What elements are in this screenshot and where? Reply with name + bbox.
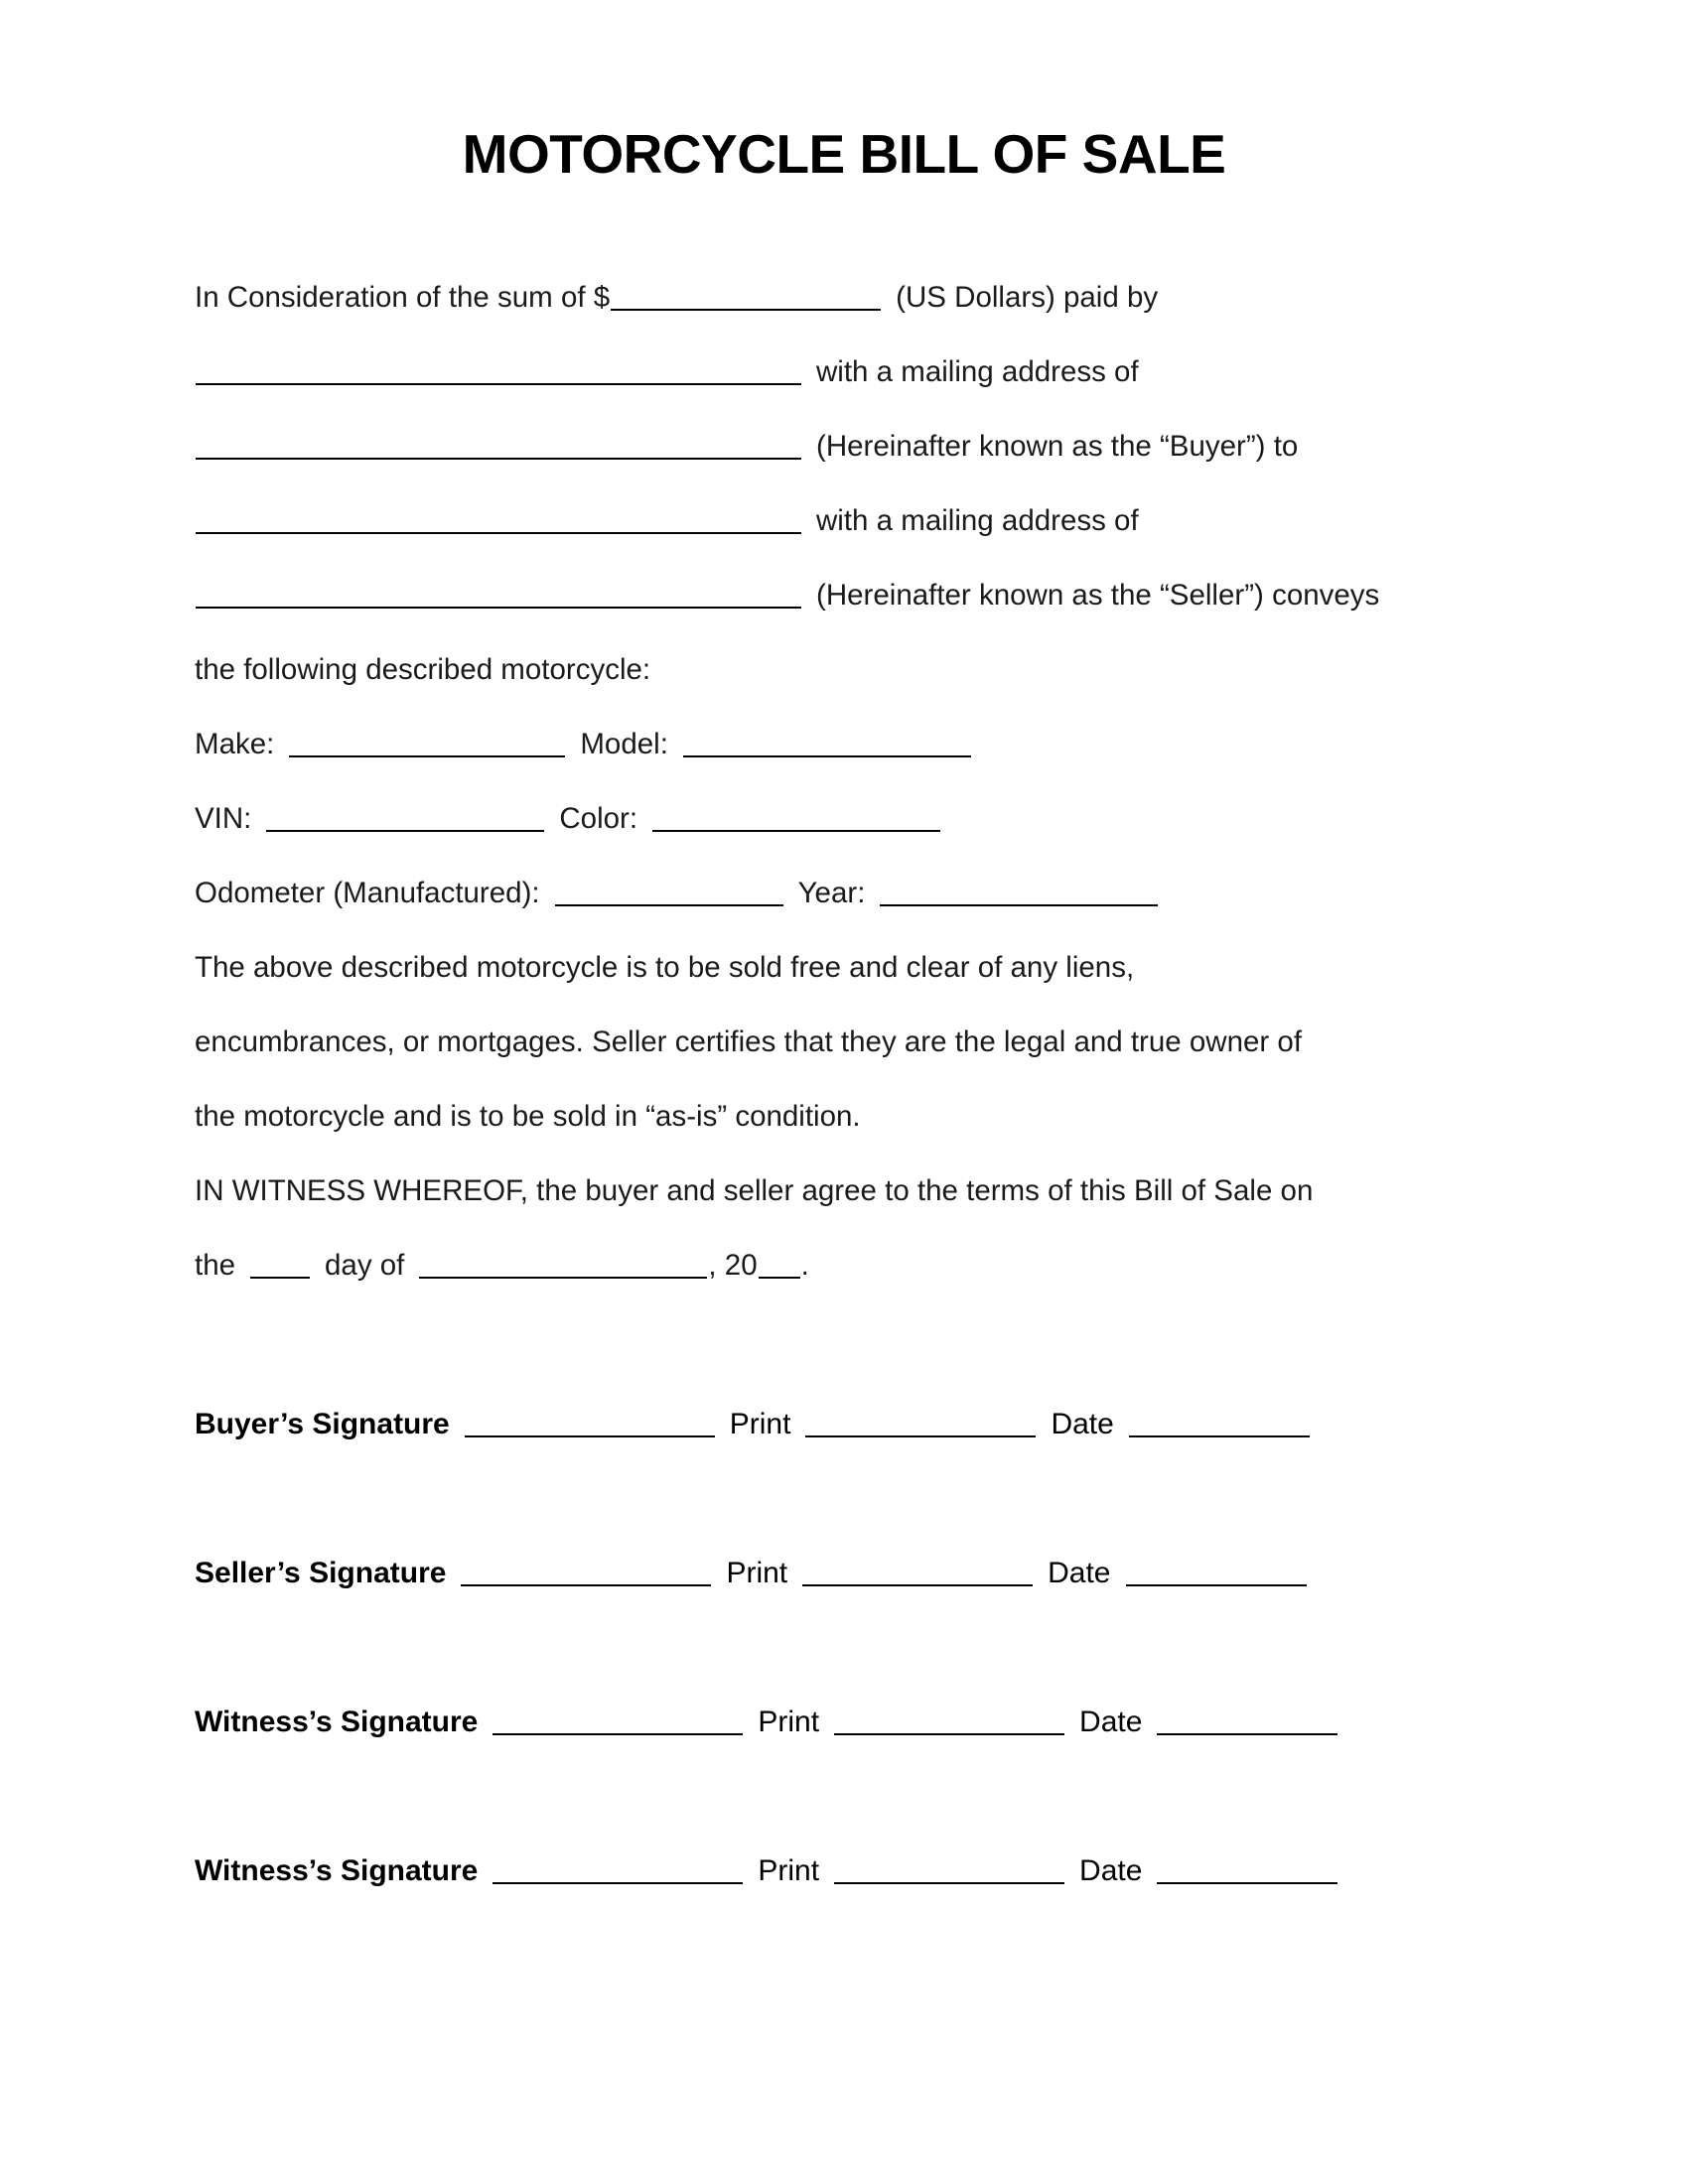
witness-two-signature-blank[interactable] <box>492 1856 743 1884</box>
witness-two-print-label: Print <box>758 1854 820 1887</box>
consideration-prefix: In Consideration of the sum of $ <box>195 281 611 314</box>
witness-one-date-label: Date <box>1079 1706 1143 1738</box>
buyer-print-blank[interactable] <box>805 1410 1036 1437</box>
describe-intro: the following described motorcycle: <box>195 653 651 686</box>
date-comma-twenty: , 20 <box>708 1249 758 1282</box>
date-period: . <box>800 1249 809 1282</box>
witness-two-date-label: Date <box>1079 1854 1143 1887</box>
odometer-blank[interactable] <box>555 879 783 906</box>
witness-one-print-label: Print <box>758 1706 820 1738</box>
vin-blank[interactable] <box>266 804 544 832</box>
amount-blank[interactable] <box>611 283 881 311</box>
year-label: Year: <box>797 877 866 909</box>
date-dayof-label: day of <box>325 1249 405 1282</box>
buyer-name-line <box>195 335 1476 409</box>
model-blank[interactable] <box>683 730 971 757</box>
month-blank[interactable] <box>419 1251 707 1279</box>
seller-signature-row <box>195 1554 1485 1593</box>
buyer-signature-row <box>195 1405 1485 1444</box>
buyer-name-blank[interactable] <box>196 357 801 385</box>
document-body <box>195 260 1476 1302</box>
consideration-suffix: (US Dollars) paid by <box>896 281 1159 314</box>
buyer-address-suffix: (Hereinafter known as the “Buyer”) to <box>816 430 1299 463</box>
witness-two-date-blank[interactable] <box>1157 1856 1337 1884</box>
vin-color-line <box>195 781 1476 856</box>
color-label: Color: <box>559 802 638 835</box>
seller-name-blank[interactable] <box>196 506 801 534</box>
seller-name-suffix: with a mailing address of <box>816 504 1139 537</box>
make-label: Make: <box>195 728 275 760</box>
buyer-address-blank[interactable] <box>196 432 801 460</box>
make-blank[interactable] <box>289 730 565 757</box>
buyer-date-label: Date <box>1051 1408 1114 1440</box>
vin-label: VIN: <box>195 802 252 835</box>
seller-name-line <box>195 483 1476 558</box>
buyer-date-blank[interactable] <box>1129 1410 1310 1437</box>
make-model-line <box>195 707 1476 781</box>
buyer-name-suffix: with a mailing address of <box>816 355 1139 388</box>
date-the-label: the <box>195 1249 236 1282</box>
witness-one-signature-blank[interactable] <box>492 1707 743 1735</box>
witness-two-signature-label: Witness’s Signature <box>195 1854 479 1887</box>
seller-address-suffix: (Hereinafter known as the “Seller”) conveys <box>816 579 1380 612</box>
color-blank[interactable] <box>652 804 940 832</box>
seller-date-blank[interactable] <box>1126 1559 1307 1586</box>
witness-two-print-blank[interactable] <box>834 1856 1064 1884</box>
buyer-print-label: Print <box>729 1408 791 1440</box>
page-title: MOTORCYCLE BILL OF SALE <box>462 123 1226 185</box>
clause-line-1: The above described motorcycle is to be sold free and clear of any liens, <box>195 951 1135 984</box>
year-blank[interactable] <box>880 879 1158 906</box>
day-blank[interactable] <box>250 1251 310 1279</box>
consideration-line <box>195 260 1476 335</box>
odometer-label: Odometer (Manufactured): <box>195 877 540 909</box>
seller-address-blank[interactable] <box>196 581 801 609</box>
seller-signature-label: Seller’s Signature <box>195 1557 447 1589</box>
execution-date-line <box>195 1228 1476 1302</box>
buyer-signature-blank[interactable] <box>465 1410 715 1437</box>
seller-print-label: Print <box>726 1557 788 1589</box>
seller-print-blank[interactable] <box>802 1559 1033 1586</box>
model-label: Model: <box>580 728 668 760</box>
witness-one-signature-row <box>195 1703 1485 1742</box>
witness-one-signature-label: Witness’s Signature <box>195 1706 479 1738</box>
seller-date-label: Date <box>1048 1557 1111 1589</box>
buyer-address-line <box>195 409 1476 483</box>
seller-signature-blank[interactable] <box>461 1559 711 1586</box>
buyer-signature-label: Buyer’s Signature <box>195 1408 450 1440</box>
witness-one-date-blank[interactable] <box>1157 1707 1337 1735</box>
seller-address-line <box>195 558 1476 632</box>
witness-two-signature-row <box>195 1851 1485 1891</box>
witness-clause: IN WITNESS WHEREOF, the buyer and seller agree to the terms of this Bill of Sale on <box>195 1174 1314 1207</box>
odometer-year-line <box>195 856 1476 930</box>
witness-one-print-blank[interactable] <box>834 1707 1064 1735</box>
clause-line-3: the motorcycle and is to be sold in “as-is” condition. <box>195 1100 861 1133</box>
clause-line-2: encumbrances, or mortgages. Seller certifies that they are the legal and true owner of <box>195 1025 1303 1058</box>
year-suffix-blank[interactable] <box>759 1251 800 1279</box>
